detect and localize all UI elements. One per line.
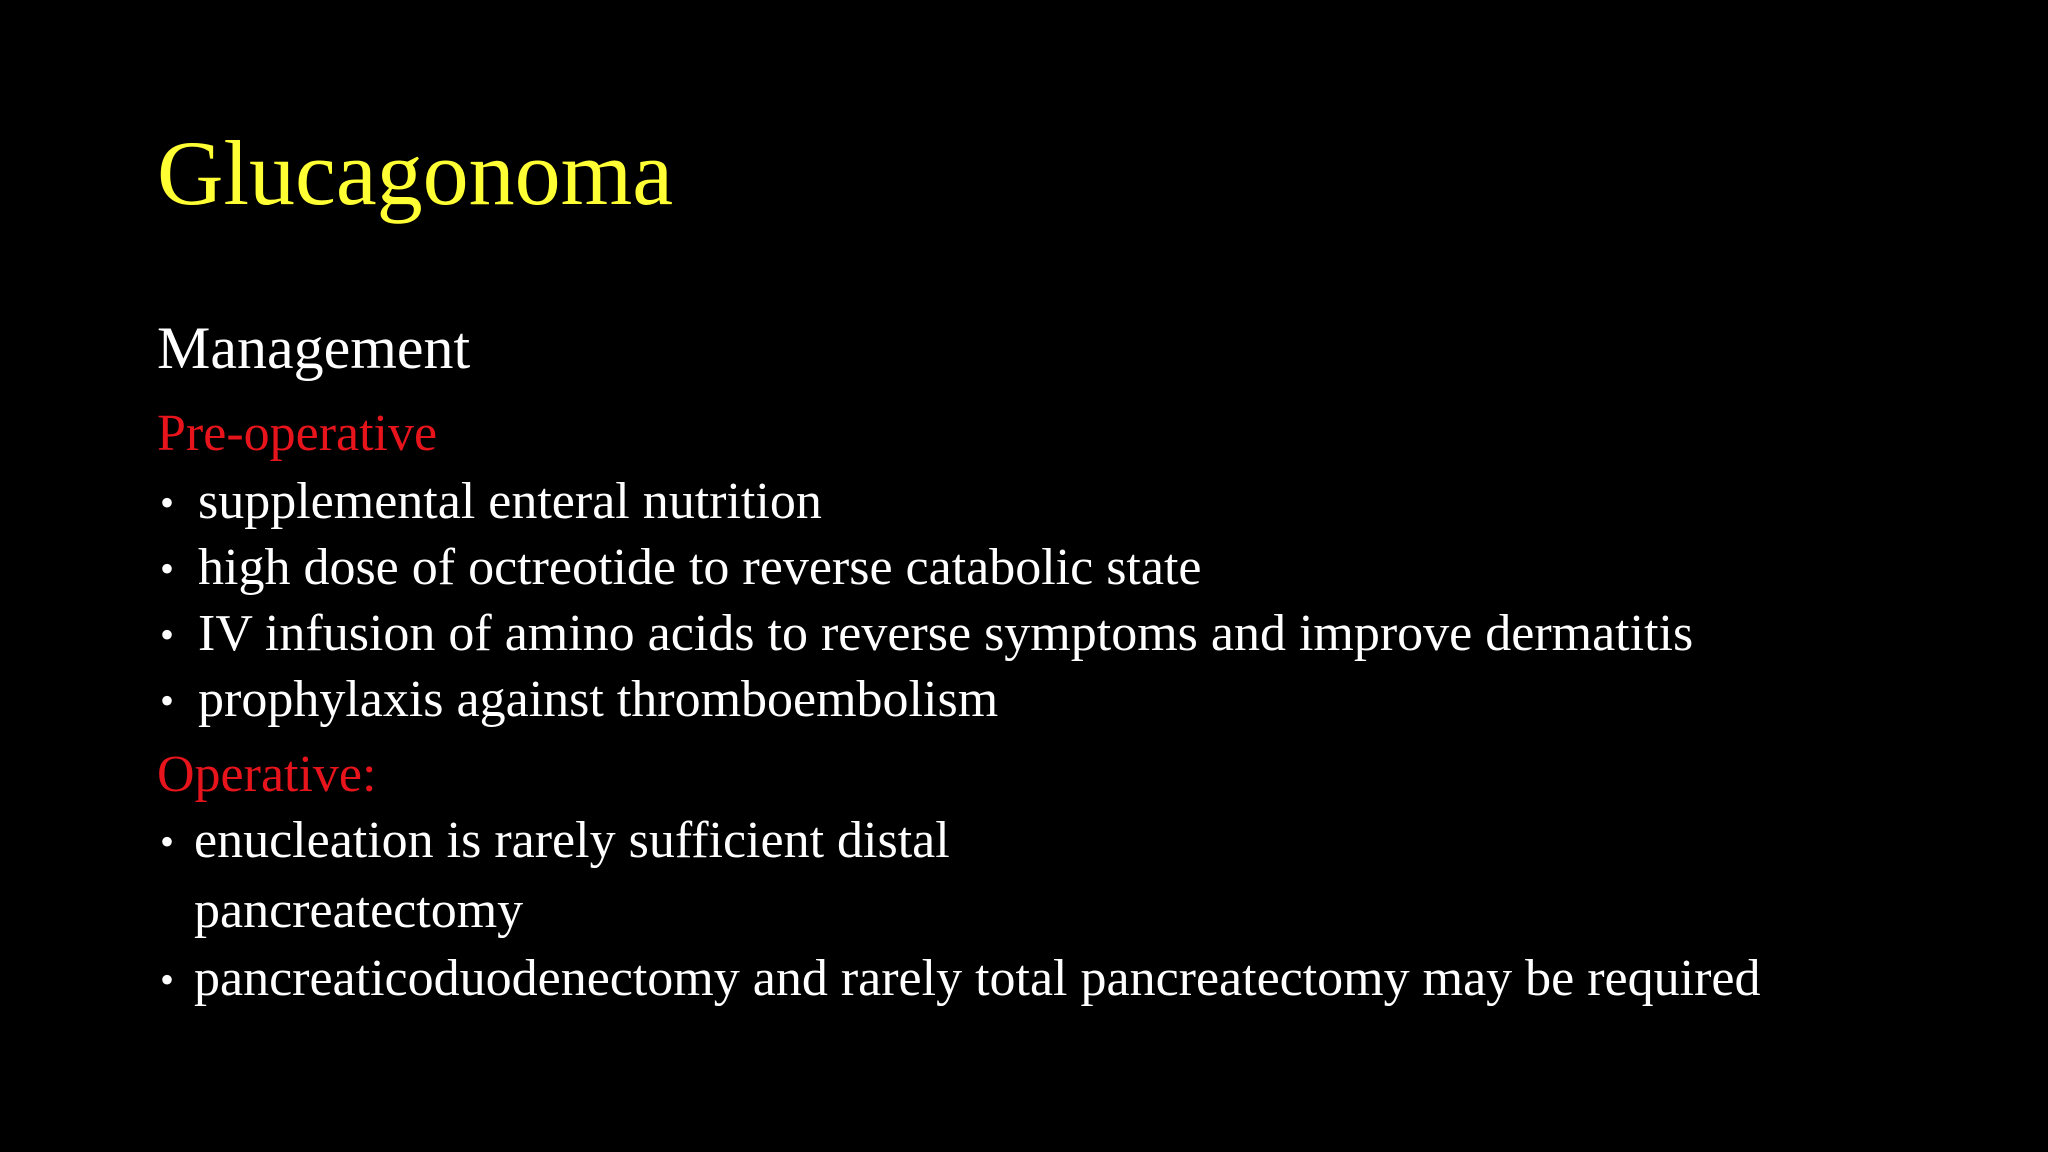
slide-subtitle: Management — [157, 315, 471, 381]
list-item-text: supplemental enteral nutrition — [198, 473, 822, 530]
list-item — [160, 667, 998, 734]
bullet-icon: • — [160, 819, 175, 864]
preoperative-label: Pre-operative — [157, 405, 438, 462]
list-item-text: pancreaticoduodenectomy and rarely total pancreatectomy may be required — [194, 950, 1761, 1007]
bullet-icon: • — [160, 678, 175, 723]
bullet-icon: • — [160, 480, 175, 525]
bullet-icon: • — [160, 612, 175, 657]
operative-label: Operative: — [157, 746, 377, 803]
list-item-text: enucleation is rarely sufficient distal pancreatectomy — [194, 812, 950, 939]
list-item — [160, 601, 1693, 668]
list-item — [160, 806, 1054, 946]
list-item-text: IV infusion of amino acids to reverse symptoms and improve dermatitis — [198, 605, 1694, 662]
list-item-text: prophylaxis against thromboembolism — [198, 671, 999, 728]
list-item — [160, 535, 1202, 602]
bullet-icon: • — [160, 546, 175, 591]
bullet-icon: • — [160, 957, 175, 1002]
list-item — [160, 469, 822, 536]
list-item-text: high dose of octreotide to reverse catabolic state — [198, 539, 1202, 596]
slide-title: Glucagonoma — [157, 122, 674, 224]
list-item — [160, 946, 1760, 1013]
